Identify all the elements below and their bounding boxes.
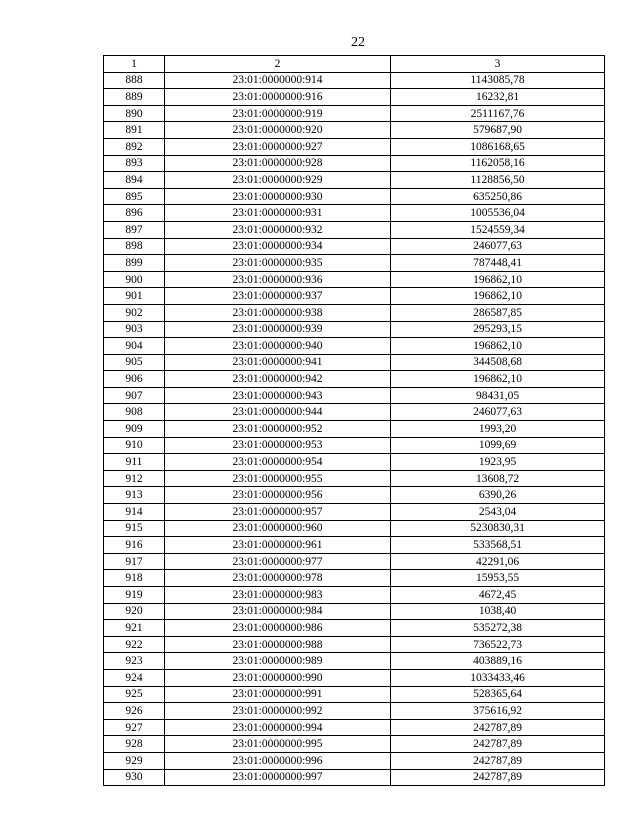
table-row — [104, 155, 605, 172]
row-number-cell: 888 — [104, 72, 165, 89]
cadastral-value-cell: 635250,86 — [391, 188, 605, 205]
row-number-cell: 916 — [104, 537, 165, 554]
table-row — [104, 470, 605, 487]
cadastral-number-cell: 23:01:0000000:983 — [165, 587, 391, 604]
cadastral-value-cell: 579687,90 — [391, 122, 605, 139]
row-number-cell: 900 — [104, 271, 165, 288]
cadastral-number-cell: 23:01:0000000:978 — [165, 570, 391, 587]
table-row — [104, 255, 605, 272]
cadastral-value-cell: 196862,10 — [391, 371, 605, 388]
cadastral-number-cell: 23:01:0000000:996 — [165, 752, 391, 769]
row-number-cell: 913 — [104, 487, 165, 504]
cadastral-value-cell: 1038,40 — [391, 603, 605, 620]
row-number-cell: 919 — [104, 587, 165, 604]
cadastral-value-cell: 1143085,78 — [391, 72, 605, 89]
cadastral-number-cell: 23:01:0000000:927 — [165, 138, 391, 155]
row-number-cell: 918 — [104, 570, 165, 587]
cadastral-value-cell: 787448,41 — [391, 255, 605, 272]
cadastral-value-cell: 533568,51 — [391, 537, 605, 554]
cadastral-number-cell: 23:01:0000000:952 — [165, 421, 391, 438]
cadastral-number-cell: 23:01:0000000:942 — [165, 371, 391, 388]
row-number-cell: 890 — [104, 105, 165, 122]
cadastral-value-cell: 1162058,16 — [391, 155, 605, 172]
table-row — [104, 188, 605, 205]
cadastral-number-cell: 23:01:0000000:989 — [165, 653, 391, 670]
table-row — [104, 338, 605, 355]
cadastral-number-cell: 23:01:0000000:944 — [165, 404, 391, 421]
table-row — [104, 587, 605, 604]
table-row — [104, 520, 605, 537]
cadastral-value-cell: 1524559,34 — [391, 221, 605, 238]
cadastral-value-cell: 1923,95 — [391, 454, 605, 471]
cadastral-number-cell: 23:01:0000000:939 — [165, 321, 391, 338]
cadastral-number-cell: 23:01:0000000:955 — [165, 470, 391, 487]
table-row — [104, 736, 605, 753]
cadastral-number-cell: 23:01:0000000:929 — [165, 172, 391, 189]
table-row — [104, 404, 605, 421]
row-number-cell: 923 — [104, 653, 165, 670]
cadastral-number-cell: 23:01:0000000:930 — [165, 188, 391, 205]
cadastral-number-cell: 23:01:0000000:937 — [165, 288, 391, 305]
cadastral-value-cell: 528365,64 — [391, 686, 605, 703]
cadastral-number-cell: 23:01:0000000:956 — [165, 487, 391, 504]
table-row — [104, 238, 605, 255]
row-number-cell: 901 — [104, 288, 165, 305]
cadastral-value-cell: 242787,89 — [391, 769, 605, 786]
cadastral-value-cell: 535272,38 — [391, 620, 605, 637]
table-row — [104, 537, 605, 554]
row-number-cell: 912 — [104, 470, 165, 487]
row-number-cell: 911 — [104, 454, 165, 471]
table-row — [104, 669, 605, 686]
row-number-cell: 895 — [104, 188, 165, 205]
cadastral-number-cell: 23:01:0000000:997 — [165, 769, 391, 786]
table-row — [104, 89, 605, 106]
row-number-cell: 898 — [104, 238, 165, 255]
cadastral-number-cell: 23:01:0000000:920 — [165, 122, 391, 139]
cadastral-number-cell: 23:01:0000000:932 — [165, 221, 391, 238]
table-body — [104, 72, 605, 786]
row-number-cell: 921 — [104, 620, 165, 637]
table-row — [104, 553, 605, 570]
cadastral-number-cell: 23:01:0000000:919 — [165, 105, 391, 122]
row-number-cell: 894 — [104, 172, 165, 189]
row-number-cell: 929 — [104, 752, 165, 769]
table-row — [104, 487, 605, 504]
page-number — [0, 34, 640, 52]
cadastral-value-cell: 375616,92 — [391, 703, 605, 720]
cadastral-value-cell: 2511167,76 — [391, 105, 605, 122]
row-number-cell: 930 — [104, 769, 165, 786]
cadastral-number-cell: 23:01:0000000:914 — [165, 72, 391, 89]
row-number-cell: 926 — [104, 703, 165, 720]
table-row — [104, 620, 605, 637]
row-number-cell: 910 — [104, 437, 165, 454]
cadastral-value-cell: 42291,06 — [391, 553, 605, 570]
cadastral-value-cell: 242787,89 — [391, 752, 605, 769]
table-row — [104, 172, 605, 189]
cadastral-number-cell: 23:01:0000000:990 — [165, 669, 391, 686]
cadastral-value-cell: 5230830,31 — [391, 520, 605, 537]
cadastral-value-cell: 2543,04 — [391, 504, 605, 521]
header-row — [104, 56, 605, 73]
cadastral-value-cell: 196862,10 — [391, 288, 605, 305]
row-number-cell: 892 — [104, 138, 165, 155]
cadastral-number-cell: 23:01:0000000:994 — [165, 719, 391, 736]
table-header — [104, 56, 605, 73]
header-column-1: 1 — [104, 56, 165, 73]
cadastral-number-cell: 23:01:0000000:992 — [165, 703, 391, 720]
table-row — [104, 719, 605, 736]
table-row — [104, 686, 605, 703]
row-number-cell: 925 — [104, 686, 165, 703]
cadastral-value-cell: 15953,55 — [391, 570, 605, 587]
cadastral-value-cell: 1993,20 — [391, 421, 605, 438]
row-number-cell: 924 — [104, 669, 165, 686]
cadastral-value-cell: 1099,69 — [391, 437, 605, 454]
table-row — [104, 304, 605, 321]
table-row — [104, 603, 605, 620]
row-number-cell: 897 — [104, 221, 165, 238]
cadastral-number-cell: 23:01:0000000:986 — [165, 620, 391, 637]
cadastral-value-cell: 286587,85 — [391, 304, 605, 321]
cadastral-value-cell: 13608,72 — [391, 470, 605, 487]
table-row — [104, 703, 605, 720]
cadastral-value-cell: 242787,89 — [391, 736, 605, 753]
row-number-cell: 904 — [104, 338, 165, 355]
cadastral-number-cell: 23:01:0000000:934 — [165, 238, 391, 255]
cadastral-number-cell: 23:01:0000000:984 — [165, 603, 391, 620]
cadastral-value-cell: 1033433,46 — [391, 669, 605, 686]
cadastral-number-cell: 23:01:0000000:940 — [165, 338, 391, 355]
cadastral-number-cell: 23:01:0000000:935 — [165, 255, 391, 272]
cadastral-value-cell: 344508,68 — [391, 354, 605, 371]
cadastral-number-cell: 23:01:0000000:941 — [165, 354, 391, 371]
cadastral-number-cell: 23:01:0000000:943 — [165, 387, 391, 404]
cadastral-value-cell: 16232,81 — [391, 89, 605, 106]
row-number-cell: 902 — [104, 304, 165, 321]
row-number-cell: 903 — [104, 321, 165, 338]
table-row — [104, 354, 605, 371]
cadastral-number-cell: 23:01:0000000:938 — [165, 304, 391, 321]
table-row — [104, 321, 605, 338]
cadastral-value-cell: 1086168,65 — [391, 138, 605, 155]
cadastral-value-cell: 98431,05 — [391, 387, 605, 404]
cadastral-value-cell: 1005536,04 — [391, 205, 605, 222]
table-row — [104, 288, 605, 305]
cadastral-number-cell: 23:01:0000000:995 — [165, 736, 391, 753]
row-number-cell: 907 — [104, 387, 165, 404]
cadastral-value-cell: 246077,63 — [391, 404, 605, 421]
row-number-cell: 917 — [104, 553, 165, 570]
cadastral-number-cell: 23:01:0000000:991 — [165, 686, 391, 703]
row-number-cell: 905 — [104, 354, 165, 371]
cadastral-number-cell: 23:01:0000000:928 — [165, 155, 391, 172]
table-row — [104, 138, 605, 155]
cadastral-number-cell: 23:01:0000000:931 — [165, 205, 391, 222]
cadastral-value-cell: 196862,10 — [391, 271, 605, 288]
cadastral-value-cell: 736522,73 — [391, 636, 605, 653]
table-row — [104, 72, 605, 89]
row-number-cell: 896 — [104, 205, 165, 222]
table-row — [104, 769, 605, 786]
cadastral-number-cell: 23:01:0000000:953 — [165, 437, 391, 454]
table-row — [104, 752, 605, 769]
cadastral-number-cell: 23:01:0000000:916 — [165, 89, 391, 106]
cadastral-number-cell: 23:01:0000000:936 — [165, 271, 391, 288]
table-row — [104, 221, 605, 238]
header-column-3: 3 — [391, 56, 605, 73]
row-number-cell: 899 — [104, 255, 165, 272]
row-number-cell: 927 — [104, 719, 165, 736]
cadastral-value-cell: 196862,10 — [391, 338, 605, 355]
table-row — [104, 504, 605, 521]
table-row — [104, 421, 605, 438]
cadastral-value-cell: 6390,26 — [391, 487, 605, 504]
row-number-cell: 922 — [104, 636, 165, 653]
row-number-cell: 908 — [104, 404, 165, 421]
cadastral-value-cell: 295293,15 — [391, 321, 605, 338]
table-row — [104, 122, 605, 139]
table-row — [104, 570, 605, 587]
table-row — [104, 454, 605, 471]
cadastral-number-cell: 23:01:0000000:988 — [165, 636, 391, 653]
cadastral-value-cell: 403889,16 — [391, 653, 605, 670]
table-row — [104, 653, 605, 670]
cadastral-number-cell: 23:01:0000000:954 — [165, 454, 391, 471]
header-column-2: 2 — [165, 56, 391, 73]
table-row — [104, 636, 605, 653]
row-number-cell: 928 — [104, 736, 165, 753]
cadastral-value-cell: 242787,89 — [391, 719, 605, 736]
row-number-cell: 906 — [104, 371, 165, 388]
row-number-cell: 893 — [104, 155, 165, 172]
row-number-cell: 915 — [104, 520, 165, 537]
cadastral-number-cell: 23:01:0000000:957 — [165, 504, 391, 521]
table-row — [104, 271, 605, 288]
table-row — [104, 387, 605, 404]
table-row — [104, 205, 605, 222]
cadastral-value-cell: 4672,45 — [391, 587, 605, 604]
row-number-cell: 909 — [104, 421, 165, 438]
table-row — [104, 371, 605, 388]
row-number-cell: 914 — [104, 504, 165, 521]
row-number-cell: 891 — [104, 122, 165, 139]
cadastral-value-table — [103, 55, 605, 786]
row-number-cell: 920 — [104, 603, 165, 620]
cadastral-number-cell: 23:01:0000000:977 — [165, 553, 391, 570]
page-number-text: 22 — [351, 35, 365, 50]
table-row — [104, 437, 605, 454]
table-row — [104, 105, 605, 122]
row-number-cell: 889 — [104, 89, 165, 106]
cadastral-number-cell: 23:01:0000000:960 — [165, 520, 391, 537]
cadastral-value-cell: 246077,63 — [391, 238, 605, 255]
cadastral-value-cell: 1128856,50 — [391, 172, 605, 189]
cadastral-number-cell: 23:01:0000000:961 — [165, 537, 391, 554]
